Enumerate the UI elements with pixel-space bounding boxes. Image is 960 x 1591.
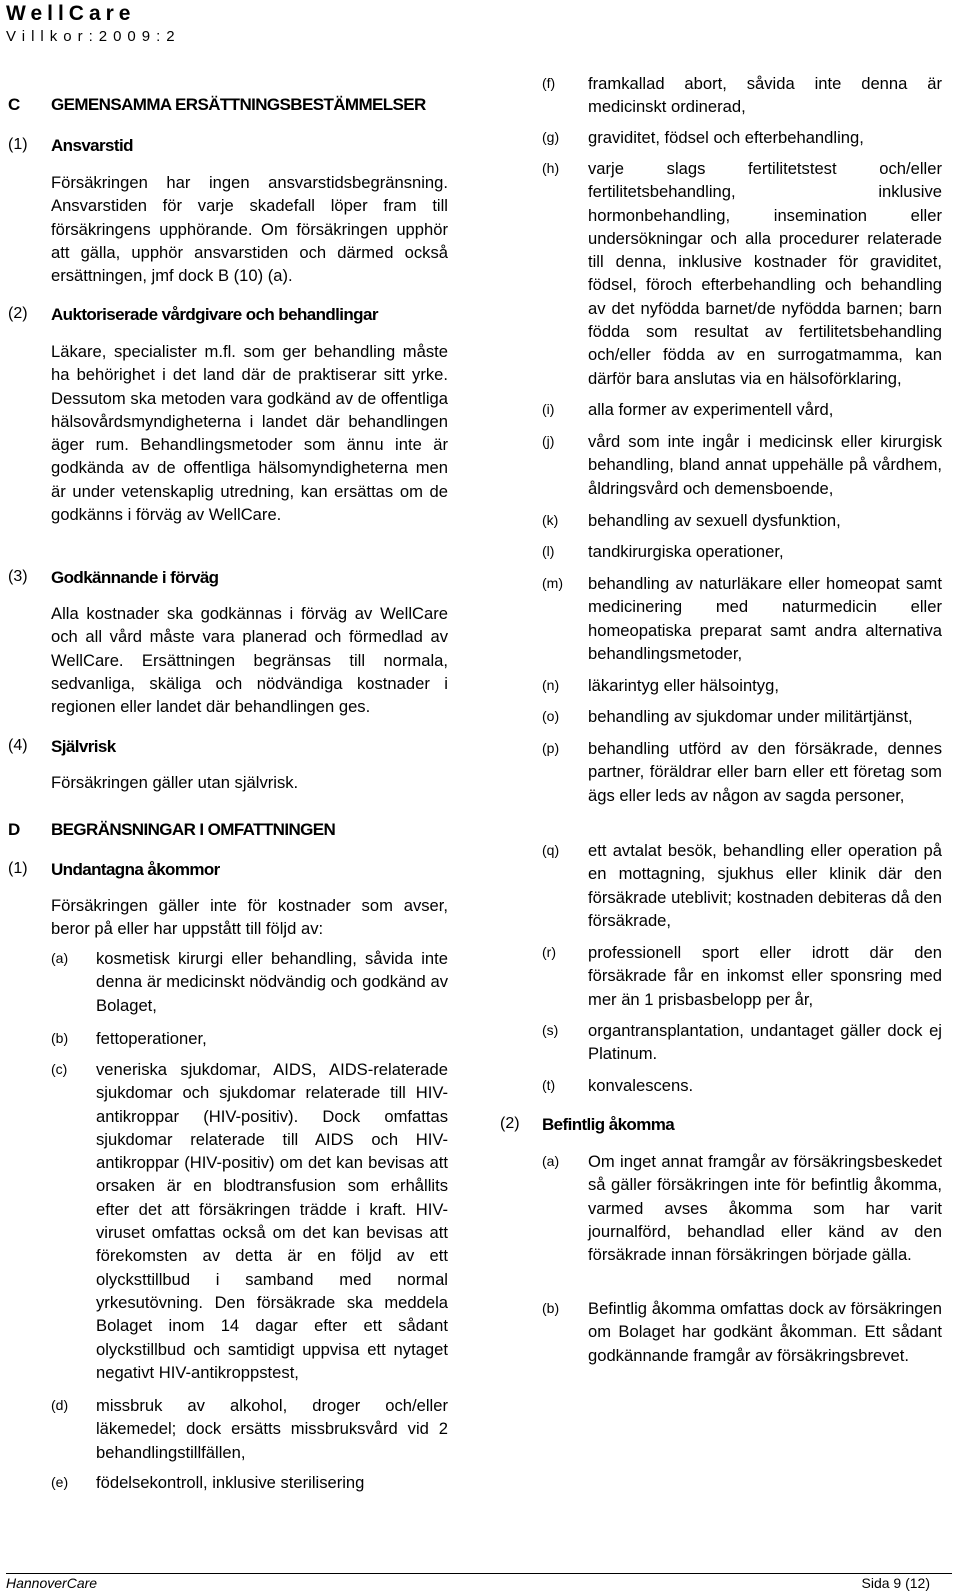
section-c2-number: (2) bbox=[8, 305, 28, 322]
section-d-title: BEGRÄNSNINGAR I OMFATTNINGEN bbox=[51, 820, 336, 839]
list-item-label: (c) bbox=[51, 1061, 68, 1077]
list-item-label: (a) bbox=[51, 950, 69, 966]
section-c1-text: Försäkringen har ingen ansvarstidsbegränsning. Ansvarstiden för varje skadefall löper fram till försäkringens upphörande. Om försäkringen upphör att gälla, upphör ansvarstiden och därmed också ersättningen, jmf dock B (10) (a). bbox=[51, 173, 448, 286]
list-item-text: behandling av sexuell dysfunktion, bbox=[588, 511, 841, 530]
document-version: Villkor:2009:2 bbox=[6, 28, 181, 45]
list-item-text: behandling av naturläkare eller homeopat samt medicinering med naturmedicin eller homeopatiska preparat samt andra alternativa behandlingsmetoder, bbox=[588, 574, 942, 663]
list-item-label: (a) bbox=[542, 1153, 560, 1169]
section-c3-title: Godkännande i förväg bbox=[51, 568, 219, 587]
list-item-label: (o) bbox=[542, 708, 560, 724]
section-d2-title: Befintlig åkomma bbox=[542, 1115, 675, 1134]
list-item-label: (p) bbox=[542, 740, 560, 756]
footer-page-number: Sida 9 (12) bbox=[861, 1575, 930, 1591]
list-item-text: veneriska sjukdomar, AIDS, AIDS-relaterade sjukdomar och sjukdomar relaterade till HIV-antikroppar (HIV-positiv). Dock omfattas sjukdomar relaterade till AIDS och HIV-antikroppar (HIV-positiv) om det kan bevisas att orsaken är en blodtransfusion som erhållits efter det att försäkringen trädde i kraft. HIV-viruset omfattas också om det kan bevisas att förekomsten av detta är en följd av ett olycksttillbud i samband med normal yrkesutövning. Den försäkrade ska meddela Bolaget inom 14 dagar efter ett sådant olyckstillbud och samtidigt uppvisa ett nytaget negativt HIV-antikroppstest, bbox=[96, 1060, 448, 1382]
list-item-text: alla former av experimentell vård, bbox=[588, 400, 834, 419]
list-item-label: (k) bbox=[542, 512, 559, 528]
document-header bbox=[6, 2, 181, 47]
section-c2-title: Auktoriserade vårdgivare och behandlingar bbox=[51, 305, 378, 324]
section-c1-title: Ansvarstid bbox=[51, 136, 133, 155]
section-d2-number: (2) bbox=[500, 1115, 520, 1132]
list-item-text: professionell sport eller idrott där den försäkrade får en inkomst eller sponsring med mer än 1 prisbasbelopp per år, bbox=[588, 943, 942, 1009]
footer-company: HannoverCare bbox=[6, 1575, 98, 1591]
list-item-label: (n) bbox=[542, 677, 560, 693]
list-item-text: vård som inte ingår i medicinsk eller kirurgisk behandling, bland annat uppehälle på vårdhem, åldringsvård och demensboende, bbox=[588, 432, 942, 498]
list-item-text: Om inget annat framgår av försäkringsbeskedet så gäller försäkringen inte för befintlig åkomma, varmed avses åkomma som har varit journalförd, behandlad eller känd av den försäkrade innan försäkringen började gälla. bbox=[588, 1152, 942, 1265]
section-d1-title: Undantagna åkommor bbox=[51, 860, 220, 879]
footer-divider bbox=[6, 1573, 952, 1574]
list-item-label: (g) bbox=[542, 129, 560, 145]
list-item-text: kosmetisk kirurgi eller behandling, såvida inte denna är medicinskt nödvändig och godkänd av Bolaget, bbox=[96, 949, 448, 1015]
section-c3-text: Alla kostnader ska godkännas i förväg av WellCare och all vård måste vara planerad och förmedlad av WellCare. Ersättningen begränsas till normala, sedvanliga, skäliga och nödvändiga kostnader i regionen eller landet där behandlingen ges. bbox=[51, 604, 448, 717]
section-c1-number: (1) bbox=[8, 136, 28, 153]
list-item-label: (i) bbox=[542, 401, 555, 417]
section-c4-text: Försäkringen gäller utan självrisk. bbox=[51, 773, 299, 792]
list-item-label: (h) bbox=[542, 160, 560, 176]
section-d-letter: D bbox=[8, 820, 20, 839]
brand-name: WellCare bbox=[6, 2, 136, 25]
list-item-text: graviditet, födsel och efterbehandling, bbox=[588, 128, 864, 147]
list-item-label: (r) bbox=[542, 944, 556, 960]
list-item-label: (m) bbox=[542, 575, 563, 591]
list-item-text: organtransplantation, undantaget gäller dock ej Platinum. bbox=[588, 1021, 942, 1064]
list-item-label: (j) bbox=[542, 433, 555, 449]
list-item-text: Befintlig åkomma omfattas dock av försäkringen om Bolaget har godkänt åkomman. Ett sådant godkännande framgår av försäkringsbrevet. bbox=[588, 1299, 942, 1365]
section-c-title: GEMENSAMMA ERSÄTTNINGSBESTÄMMELSER bbox=[51, 95, 426, 114]
section-c3-number: (3) bbox=[8, 568, 28, 585]
list-item-text: behandling av sjukdomar under militärtjänst, bbox=[588, 707, 913, 726]
list-item-text: fettoperationer, bbox=[96, 1029, 207, 1048]
list-item-text: födelsekontroll, inklusive sterilisering bbox=[96, 1473, 365, 1492]
list-item-label: (b) bbox=[542, 1300, 560, 1316]
section-c4-number: (4) bbox=[8, 737, 28, 754]
list-item-text: tandkirurgiska operationer, bbox=[588, 542, 784, 561]
list-item-text: konvalescens. bbox=[588, 1076, 694, 1095]
list-item-label: (s) bbox=[542, 1022, 559, 1038]
section-d1-number: (1) bbox=[8, 860, 28, 877]
list-item-text: framkallad abort, såvida inte denna är medicinskt ordinerad, bbox=[588, 74, 942, 117]
list-item-label: (l) bbox=[542, 543, 555, 559]
section-c-letter: C bbox=[8, 95, 20, 114]
list-item-label: (b) bbox=[51, 1030, 69, 1046]
list-item-text: läkarintyg eller hälsointyg, bbox=[588, 676, 779, 695]
list-item-text: varje slags fertilitetstest och/eller fertilitetsbehandling, inklusive hormonbehandling, insemination eller undersökningar och alla procedurer relaterade till denna, inklusive kostnader för graviditet, födsel, föroch efterbehandling och behandling av det nyfödda barnet/de nyfödda barnen; barn födda som resultat av fertilitetsbehandling och/eller födda av en surrogatmamma, kan därför bara anslutas via en hälsoförklaring, bbox=[588, 159, 942, 388]
section-c4-title: Självrisk bbox=[51, 737, 116, 756]
list-item-label: (q) bbox=[542, 842, 560, 858]
list-item-text: missbruk av alkohol, droger och/eller läkemedel; dock ersätts missbruksvård vid 2 behandlingstillfällen, bbox=[96, 1396, 448, 1462]
section-d1-intro: Försäkringen gäller inte för kostnader som avser, beror på eller har uppstått till följd av: bbox=[51, 896, 448, 939]
list-item-label: (t) bbox=[542, 1077, 556, 1093]
list-item-label: (e) bbox=[51, 1474, 69, 1490]
list-item-text: ett avtalat besök, behandling eller operation på en mottagning, sjukhus eller klinik där den försäkrade uteblivit; kostnaden debiteras då den försäkrade, bbox=[588, 841, 942, 930]
list-item-label: (d) bbox=[51, 1397, 69, 1413]
list-item-label: (f) bbox=[542, 75, 556, 91]
section-c2-text: Läkare, specialister m.fl. som ger behandling måste ha behörighet i det land där de praktiserar sitt yrke. Dessutom ska metoden vara godkänd av de offentliga hälsovårdsmyndigheterna i landet där behandlingen äger rum. Behandlingsmetoder som ännu inte är godkända av de offentliga hälsomyndigheterna men är under vetenskaplig utredning, kan ersättas om de godkänns i förväg av WellCare. bbox=[51, 342, 448, 525]
list-item-text: behandling utförd av den försäkrade, dennes partner, föräldrar eller barn eller ett företag som ägs eller leds av någon av sagda personer, bbox=[588, 739, 942, 805]
